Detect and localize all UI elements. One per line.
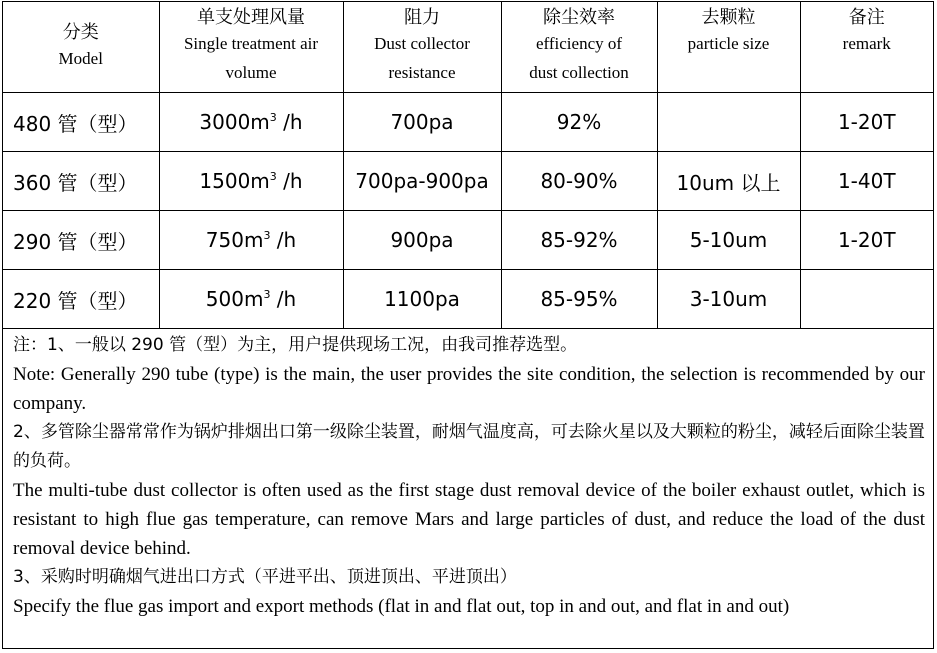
resistance-cell: 900pa (343, 211, 501, 270)
resistance-cell: 700pa-900pa (343, 152, 501, 211)
air-volume-exponent: 3 (269, 170, 277, 183)
note-3-cn: 3、采购时明确烟气进出口方式（平进平出、顶进顶出、平进顶出） (13, 567, 517, 587)
remark-cell: 1-20T (800, 211, 933, 270)
header-model-cn: 分类 (62, 21, 99, 43)
header-resistance-en-1: Dust collector (374, 34, 470, 53)
note-1-en: Note: Generally 290 tube (type) is the main, the user provides the site condition, the selection is recommended by our company. (13, 364, 925, 414)
air-volume-unit: /h (270, 228, 297, 252)
air-volume-cell (159, 211, 343, 270)
remark-cell (800, 270, 933, 329)
particle-size-cell (657, 93, 800, 152)
air-volume-value: 1500m (199, 169, 270, 193)
model-cell: 220 管（型） (3, 270, 159, 329)
header-particle-size (657, 2, 800, 93)
header-resistance-en-2: resistance (388, 63, 456, 82)
table-row (3, 93, 933, 152)
table-row (3, 270, 933, 329)
air-volume-cell (159, 270, 343, 329)
air-volume-value: 3000m (199, 110, 270, 134)
spec-document (2, 1, 934, 649)
note-3-en: Specify the flue gas import and export methods (flat in and flat out, top in and out, and flat in and out) (13, 596, 790, 617)
resistance-cell: 1100pa (343, 270, 501, 329)
note-2-en: The multi-tube dust collector is often used as the first stage dust removal device of the boiler exhaust outlet, which is resistant to high flue gas temperature, can remove Mars and large particles of dust, and reduce the load of the dust removal device behind. (13, 480, 925, 559)
note-1-cn: 注：1、一般以 290 管（型）为主，用户提供现场工况，由我司推荐选型。 (13, 335, 578, 355)
header-row (3, 2, 933, 93)
header-model (3, 2, 159, 93)
header-model-en: Model (58, 48, 103, 68)
air-volume-cell (159, 93, 343, 152)
particle-size-cell: 3-10um (657, 270, 800, 329)
header-remark-en: remark (842, 34, 891, 53)
air-volume-unit: /h (276, 110, 303, 134)
header-air-volume-en-2: volume (225, 63, 277, 82)
efficiency-cell: 85-92% (501, 211, 657, 270)
header-remark-cn: 备注 (848, 7, 885, 28)
efficiency-cell: 80-90% (501, 152, 657, 211)
spec-table (3, 2, 933, 329)
header-particle-size-cn: 去颗粒 (701, 7, 756, 28)
header-air-volume-en-1: Single treatment air (183, 34, 319, 53)
remark-cell: 1-40T (800, 152, 933, 211)
header-air-volume (159, 2, 343, 93)
air-volume-unit: /h (270, 287, 297, 311)
air-volume-unit: /h (276, 169, 303, 193)
header-efficiency-cn: 除尘效率 (543, 7, 615, 28)
resistance-cell: 700pa (343, 93, 501, 152)
header-particle-size-en: particle size (687, 34, 770, 53)
header-resistance (343, 2, 501, 93)
header-efficiency-en-1: efficiency of (535, 34, 623, 53)
notes-section (3, 329, 933, 621)
efficiency-cell: 92% (501, 93, 657, 152)
header-remark (800, 2, 933, 93)
header-resistance-cn: 阻力 (404, 7, 440, 28)
model-cell: 360 管（型） (3, 152, 159, 211)
header-efficiency-en-2: dust collection (529, 63, 629, 82)
air-volume-exponent: 3 (263, 288, 271, 301)
air-volume-value: 500m (205, 287, 264, 311)
table-row (3, 211, 933, 270)
note-2-cn: 2、多管除尘器常常作为锅炉排烟出口第一级除尘装置，耐烟气温度高，可去除火星以及大颗粒的粉尘，减轻后面除尘装置的负荷。 (13, 422, 925, 471)
model-cell: 290 管（型） (3, 211, 159, 270)
particle-size-cell: 10um 以上 (657, 152, 800, 211)
remark-cell: 1-20T (800, 93, 933, 152)
model-cell: 480 管（型） (3, 93, 159, 152)
air-volume-exponent: 3 (263, 229, 271, 242)
air-volume-cell (159, 152, 343, 211)
header-efficiency (501, 2, 657, 93)
air-volume-exponent: 3 (269, 111, 277, 124)
header-air-volume-cn: 单支处理风量 (197, 7, 305, 28)
efficiency-cell: 85-95% (501, 270, 657, 329)
particle-size-cell: 5-10um (657, 211, 800, 270)
table-row (3, 152, 933, 211)
air-volume-value: 750m (205, 228, 264, 252)
